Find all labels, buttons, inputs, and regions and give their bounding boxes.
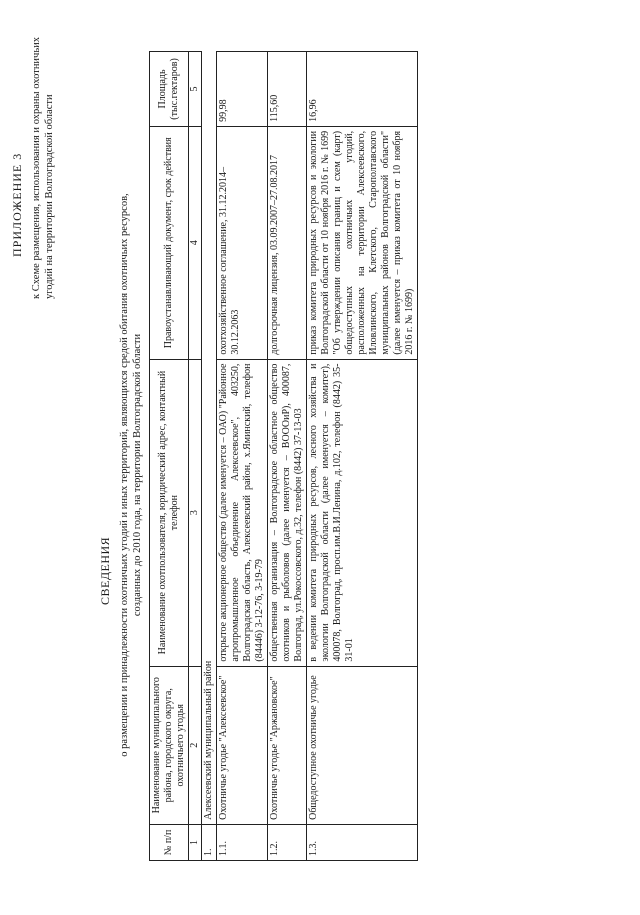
- row-user: общественная организация – Волгоградское областное общество охотников и рыболовов (далее именуется – ВОООиР), 400087, Волгоград, ул.Рокоссовского, д.32, телефон (8442) 37-13-03: [268, 359, 307, 666]
- column-number: 3: [189, 359, 202, 666]
- column-number: 2: [189, 666, 202, 824]
- column-number-row: [189, 52, 202, 861]
- subtitle-line-1: о размещении и принадлежности охотничьих угодий и иных территорий, являющихся средой обитания охотничьих ресурсов,: [119, 193, 130, 757]
- appendix-note: к Схеме размещения, использования и охраны охотничьих угодий на территории Волгоградской области: [31, 37, 55, 299]
- row-user: в ведении комитета природных ресурсов, лесного хозяйства и экологии Волгоградской области (далее именуется – комитет), 400078, Волгоград, просп.им.В.И.Ленина, д.102, телефон (8442) 35-31-01: [307, 359, 418, 666]
- table-row: [268, 52, 307, 861]
- document-title: СВЕДЕНИЯ: [98, 536, 112, 605]
- column-number: 4: [189, 126, 202, 359]
- header-area: Площадь (тыс.гектаров): [150, 52, 189, 127]
- row-area: 16,96: [307, 52, 418, 127]
- row-document: приказ комитета природных ресурсов и экологии Волгоградской области от 10 ноября 2016 г. № 1699 "Об утверждении описания границ и схем (карт) общедоступных охотничьих угодий, расположенных на территории Алексеевского, Иловлинского, Клетского, Старополтавского муниципальных районов Волгоградской области" (далее именуется – приказ комитета от 10 ноября 2016 г. № 1699): [307, 126, 418, 359]
- row-area: 99,98: [217, 52, 268, 127]
- subtitle-line-2: созданных до 2010 года, на территории Волгоградской области: [132, 333, 143, 617]
- column-number: 1: [189, 824, 202, 860]
- row-ground-name: Общедоступное охотничье угодье: [307, 666, 418, 824]
- row-area: 115,60: [268, 52, 307, 127]
- row-ground-name: Охотничье угодье "Алексеевское": [217, 666, 268, 824]
- section-row: [202, 52, 217, 861]
- row-user: открытое акционерное общество (далее именуется – ОАО) "Районное агропромышленное объединение Алексеевское", 403250, Волгоградская область, Алексеевский район, х.Яминский, телефон (84446) 3-12-76, 3-19-79: [217, 359, 268, 666]
- column-number: 5: [189, 52, 202, 127]
- hunting-grounds-table: [149, 51, 418, 861]
- row-num: 1.1.: [217, 824, 268, 860]
- row-document: долгосрочная лицензия, 03.09.2007–27.08.2017: [268, 126, 307, 359]
- header-user: Наименование охотпользователя, юридический адрес, контактный телефон: [150, 359, 189, 666]
- section-name: Алексеевский муниципальный район: [202, 52, 217, 825]
- row-num: 1.2.: [268, 824, 307, 860]
- row-document: охотхозяйственное соглашение, 31.12.2014–30.12.2063: [217, 126, 268, 359]
- table-header-row: [150, 52, 189, 861]
- table-row: [307, 52, 418, 861]
- header-district: Наименование муниципального района, городского округа, охотничьего угодья: [150, 666, 189, 824]
- row-num: 1.3.: [307, 824, 418, 860]
- header-num: № п/п: [150, 824, 189, 860]
- section-num: 1.: [202, 824, 217, 860]
- document-subtitle: [118, 35, 144, 915]
- appendix-label: ПРИЛОЖЕНИЕ 3: [10, 152, 24, 257]
- header-document: Правоустанавливающий документ, срок действия: [150, 126, 189, 359]
- table-row: [217, 52, 268, 861]
- row-ground-name: Охотничье угодье "Аржановское": [268, 666, 307, 824]
